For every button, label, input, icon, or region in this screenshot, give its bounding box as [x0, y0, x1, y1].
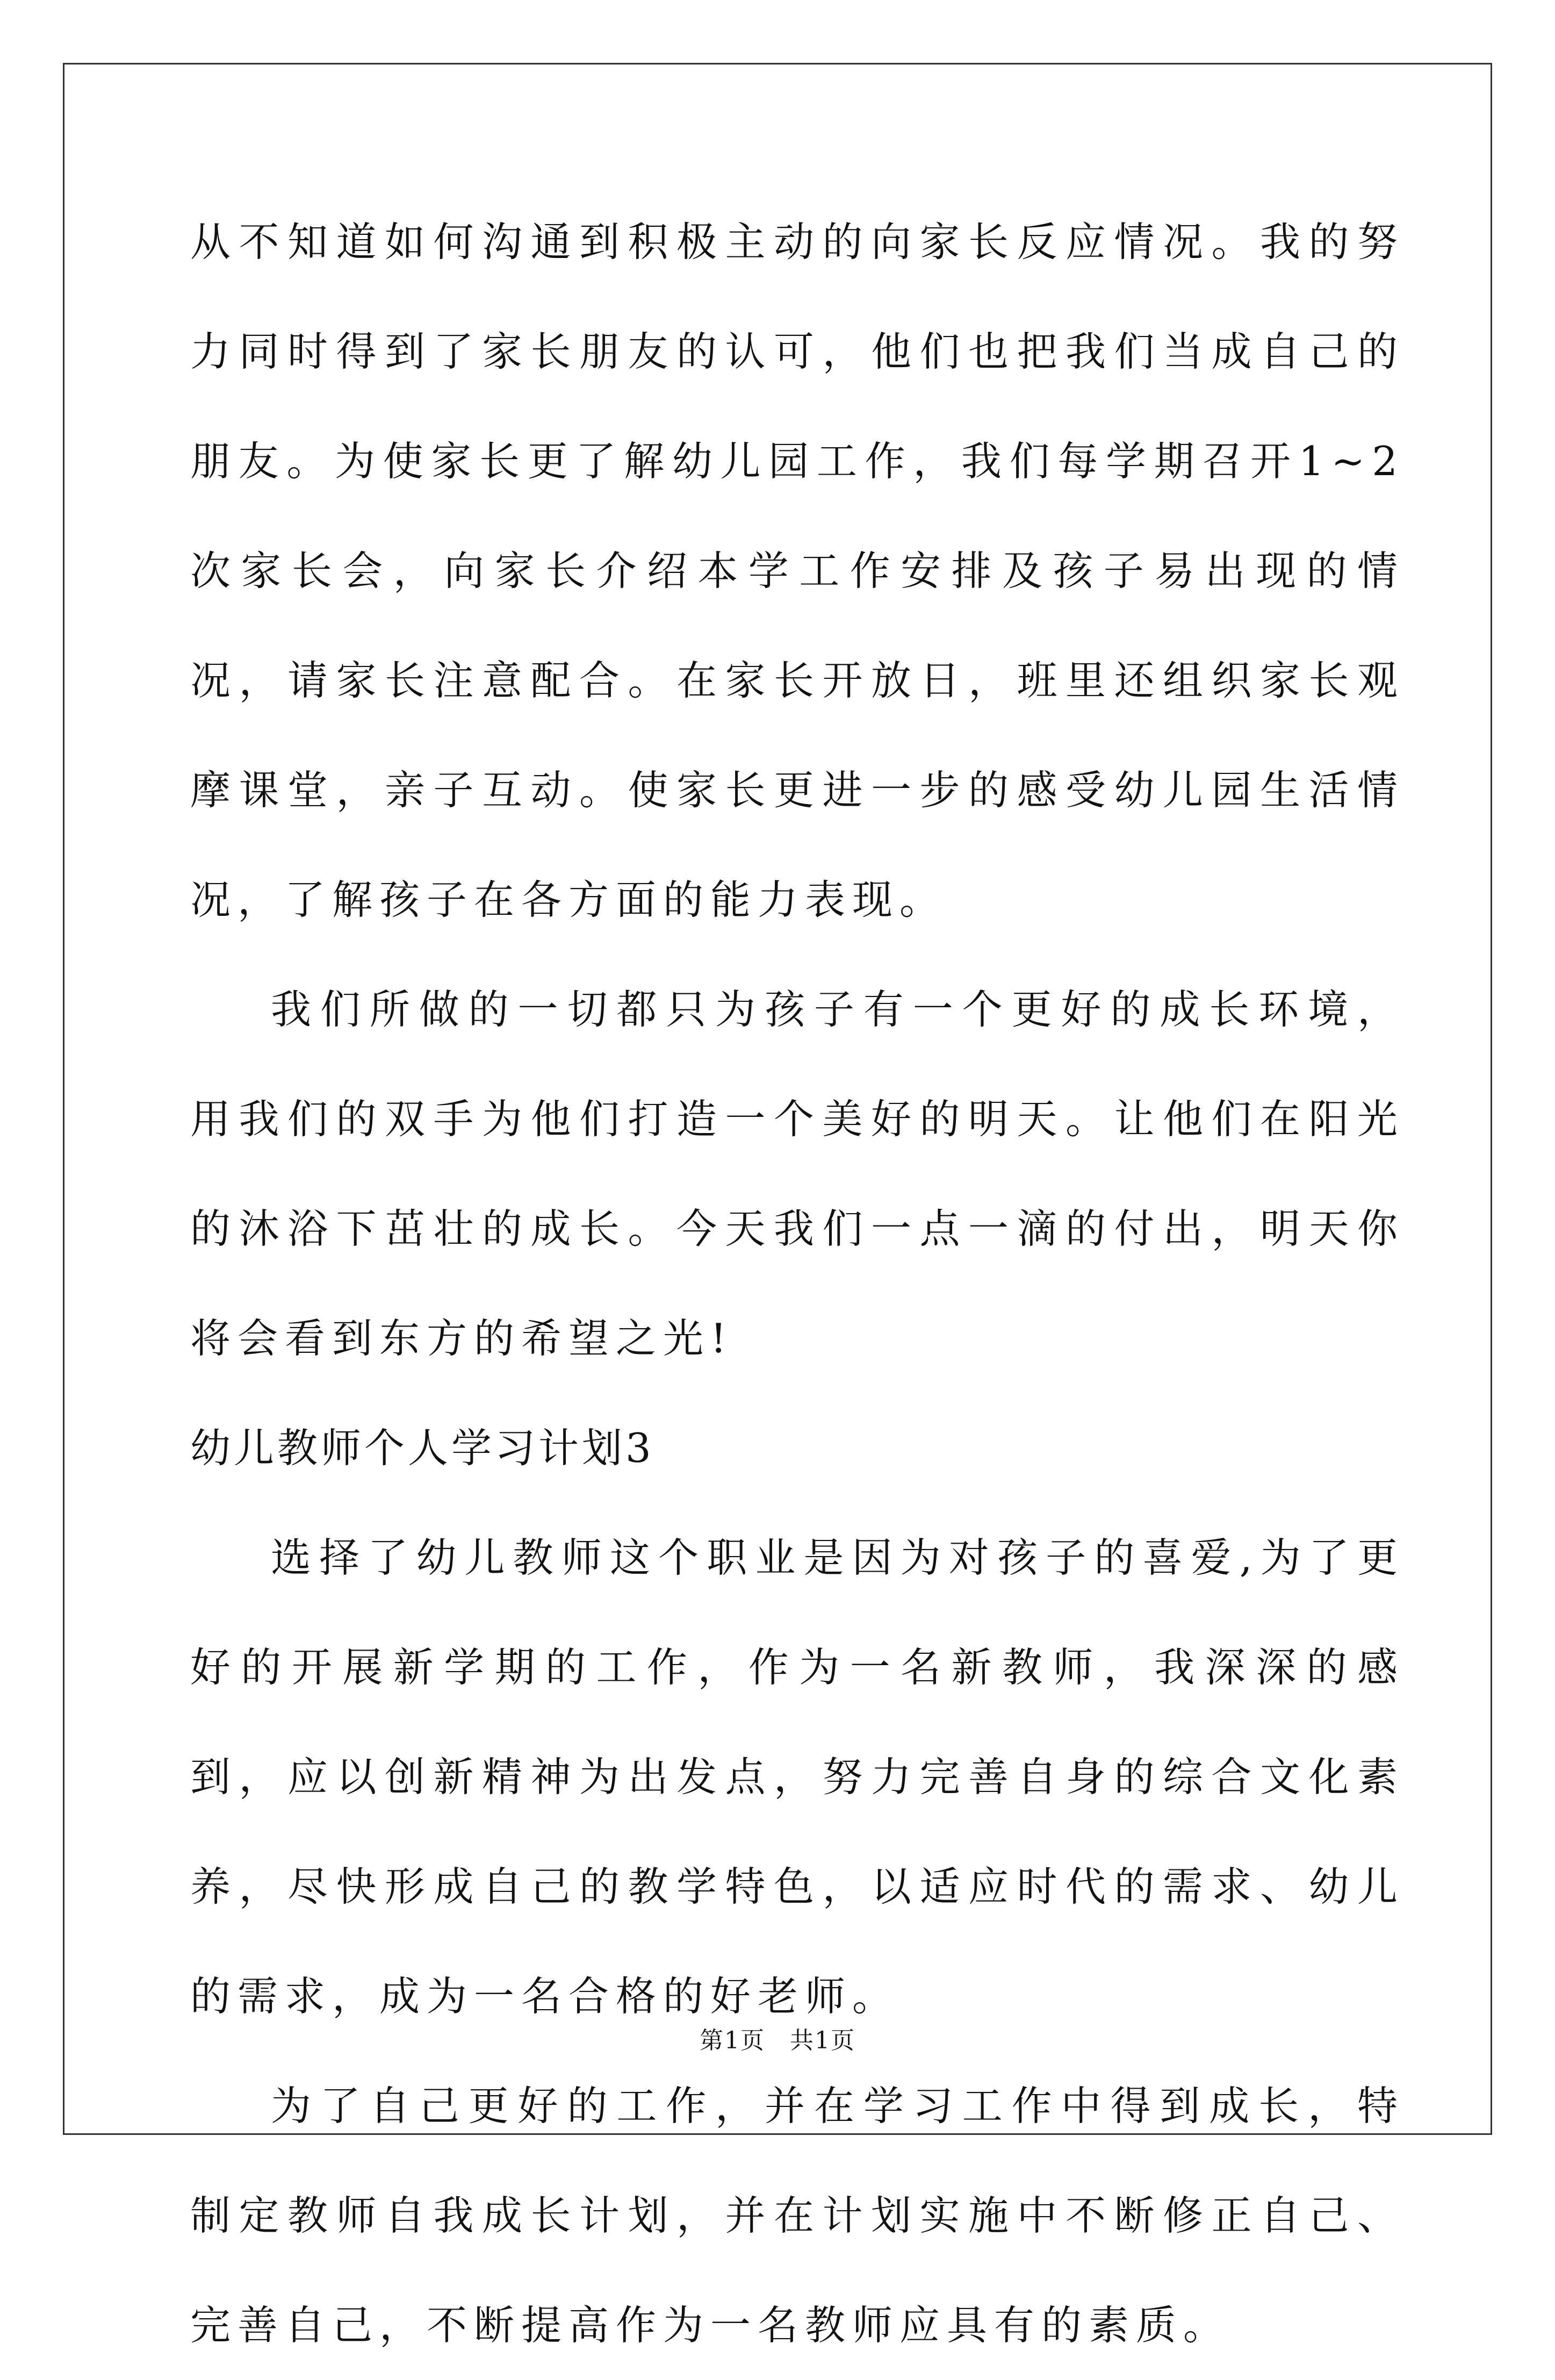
paragraph-career-choice: 选择了幼儿教师这个职业是因为对孩子的喜爱,为了更好的开展新学期的工作，作为一名新教师，我深深的感到，应以创新精神为出发点，努力完善自身的综合文化素养，尽快形成自己的教学特色，以适应时代的需求、幼儿的需求，成为一名合格的好老师。: [190, 1534, 1405, 2020]
section-heading: 幼儿教师个人学习计划3: [190, 1424, 654, 1472]
paragraph-parent-communication: 从不知道如何沟通到积极主动的向家长反应情况。我的努力同时得到了家长朋友的认可，他们也把我们当成自己的朋友。为使家长更了解幼儿园工作，我们每学期召开1~2次家长会，向家长介绍本学工作安排及孩子易出现的情况，请家长注意配合。在家长开放日，班里还组织家长观摩课堂，亲子互动。使家长更进一步的感受幼儿园生活情况，了解孩子在各方面的能力表现。: [190, 218, 1405, 923]
paragraph-growth-plan: 为了自己更好的工作，并在学习工作中得到成长，特制定教师自我成长计划，并在计划实施中不断修正自己、完善自己，不断提高作为一名教师应具有的素质。: [190, 2082, 1405, 2349]
page-number-footer: 第1页 共1页: [700, 2027, 855, 2054]
paragraph-growth-environment: 我们所做的一切都只为孩子有一个更好的成长环境，用我们的双手为他们打造一个美好的明天。让他们在阳光的沐浴下茁壮的成长。今天我们一点一滴的付出，明天你将会看到东方的希望之光!: [190, 986, 1405, 1362]
